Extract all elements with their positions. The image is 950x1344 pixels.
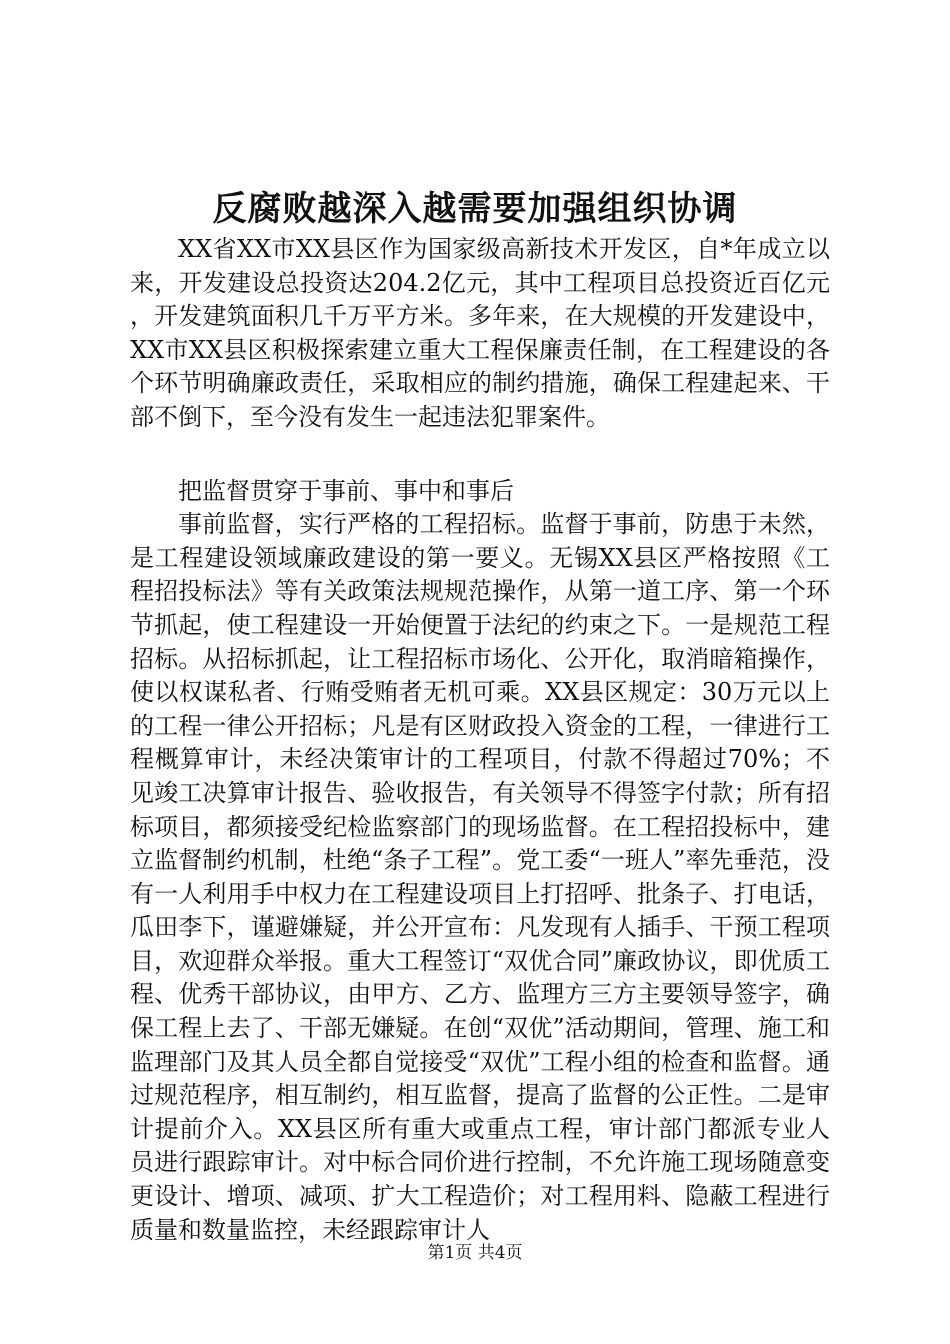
- document-body: [130, 233, 830, 1247]
- intro-paragraph: XX省XX市XX县区作为国家级高新技术开发区，自*年成立以来，开发建设总投资达204.2亿元，其中工程项目总投资近百亿元，开发建筑面积几千万平方米。多年来，在大规模的开发建设中，XX市XX县区积极探索建立重大工程保廉责任制，在工程建设的各个环节明确廉政责任，采取相应的制约措施，确保工程建起来、干部不倒下，至今没有发生一起违法犯罪案件。: [130, 235, 830, 431]
- body-paragraph: 事前监督，实行严格的工程招标。监督于事前，防患于未然，是工程建设领域廉政建设的第一要义。无锡XX县区严格按照《工程招投标法》等有关政策法规规范操作，从第一道工序、第一个环节抓起，使工程建设一开始便置于法纪的约束之下。一是规范工程招标。从招标抓起，让工程招标市场化、公开化，取消暗箱操作，使以权谋私者、行贿受贿者无机可乘。XX县区规定：30万元以上的工程一律公开招标；凡是有区财政投入资金的工程，一律进行工程概算审计，未经决策审计的工程项目，付款不得超过70%；不见竣工决算审计报告、验收报告，有关领导不得签字付款；所有招标项目，都须接受纪检监察部门的现场监督。在工程招投标中，建立监督制约机制，杜绝“条子工程”。党工委“一班人”率先垂范，没有一人利用手中权力在工程建设项目上打招呼、批条子、打电话，瓜田李下，谨避嫌疑，并公开宣布：凡发现有人插手、干预工程项目，欢迎群众举报。重大工程签订“双优合同”廉政协议，即优质工程、优秀干部协议，由甲方、乙方、监理方三方主要领导签字，确保工程上去了、干部无嫌疑。在创“双优”活动期间，管理、施工和监理部门及其人员全都自觉接受“双优”工程小组的检查和监督。通过规范程序，相互制约，相互监督，提高了监督的公正性。二是审计提前介入。XX县区所有重大或重点工程，审计部门都派专业人员进行跟踪审计。对中标合同价进行控制，不允许施工现场随意变更设计、增项、减项、扩大工程造价；对工程用料、隐蔽工程进行质量和数量监控，未经跟踪审计人: [130, 510, 830, 1244]
- section-heading: 把监督贯穿于事前、事中和事后: [178, 476, 514, 505]
- document-title: 反腐败越深入越需要加强组织协调: [212, 189, 738, 229]
- page-number: 第1页 共4页: [427, 1243, 523, 1263]
